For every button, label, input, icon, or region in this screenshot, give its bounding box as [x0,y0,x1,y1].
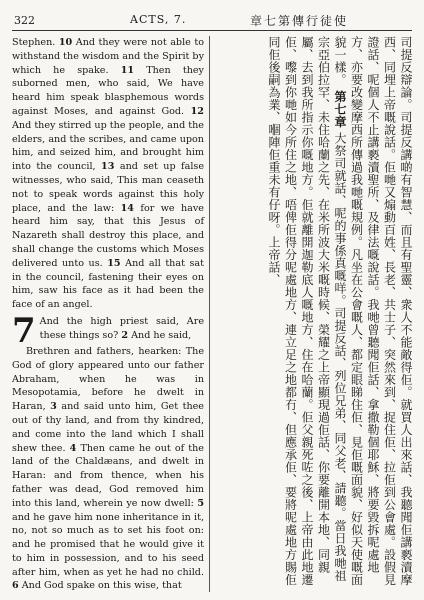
verse-number-4: 4 [69,442,77,454]
verse-text-5: and he gave him none inheritance in it, no, not so much as to set his foot on: and he promised that he would give it to him in possession, and to his seed after him, when as yet he had no child. [12,511,204,578]
verse-text-14: for we have heard him say, that this Jesus of Nazareth shall destroy this place, and shall change the customs which Moses delivered unto us. [12,202,204,269]
chinese-chapter-title: 第七章 [333,90,347,128]
chinese-running-title: 章七第傳行徒使 [250,14,349,28]
verse-text-12: And they stirred up the people, and the elders, and the scribes, and came upon him, and seized him, and brought him into the council, [12,119,204,173]
verse-number-13: 13 [101,161,115,173]
verse-text-10: And they were not able to withstand the wisdom and the Spirit by which he spake. [12,37,204,76]
chapter-number: 7 [12,310,36,351]
verse-text-15: And all that sat in the council, fastening their eyes on him, saw his face as it had been the face of an angel. [12,257,204,311]
verse-number-12: 12 [190,105,204,117]
lead-word: Stephen. [12,37,56,48]
verse-text-2a: And he said, [131,329,192,341]
verse-number-11: 11 [120,64,135,76]
verse-number-10: 10 [58,37,73,48]
verse-text-2b: Brethren and fathers, hearken: The God of glory appeared unto our father Abraham, when he was in Mesopotamia, before he dwelt in Haran, [12,345,204,413]
verse-text-13: and set up false witnesses, who said, This man ceaseth not to speak words against this holy place, and the law: [12,161,204,214]
chinese-paragraph-1: 司提反辯論。司提反講啲有智慧、而且有聖靈、衆人不能敵得佢。就買人出來話、我聽聞佢講褻瀆摩西、同埋上帝嘅說話。佢哋又煽動百姓、長老、共士子、突然來到、捉住佢、拉佢到公會處。設假見證話、呢個人不止講褻瀆聖所、及律法嘅說話。我哋曾聽聞佢話、拿撒勒個耶穌、將要毀拆呢處地方、亦要改變摩西所傳過我哋嘅規例。凡坐在公會嘅人、都定眼睇住佢、見佢嘅面貌、好似天使嘅面貌一樣。 [333,36,413,586]
english-paragraph-1 [12,36,204,312]
verse-text-3: and said unto him, Get thee out of thy land, and from thy kindred, and come into the land which I shall shew thee. [12,401,204,454]
page-number: 322 [14,14,35,27]
verse-text-1: And the high priest said, Are these things so? [39,315,204,341]
english-paragraph-2 [12,310,204,351]
verse-number-3: 3 [50,401,57,413]
verse-number-15: 15 [107,257,121,269]
running-title: ACTS, 7. [130,13,187,26]
chinese-column [214,36,414,592]
verse-text-4: Then came he out of the land of the Chaldæans, and dwelt in Haran: and from thence, when his father was dead, God removed him into this land, wherein ye now dwell: [12,442,204,509]
chinese-paragraph-2: 大祭司就話、呢的事係真嘅咩。司提反話、列位兄弟、同父老、請聽。當日我哋祖宗亞伯拉罕、未住哈蘭之先、在米所波大米嘅時候、榮耀之上帝顯現過佢話、你要離開本地、同親屬、去到我所指示你嘅地方。佢就離開迦勒底人嘅地方、住在哈蘭。佢父親死咗之後、上帝由此地遷佢、嚟到你哋如今所住之地、唔俾佢得分呢處地方、連立足之地都冇、但應承佢、要將呢處地方賜佢同佢後嗣為業、嗰陣佢重未有仔呀。上帝話、 [267,36,347,586]
verse-number-2: 2 [121,329,129,341]
verse-number-5: 5 [197,497,204,509]
verse-text-6: And God spake on this wise, that [21,580,182,592]
english-column [12,36,204,593]
english-paragraph-3 [12,345,204,593]
header-rule [12,30,412,31]
verse-text-11: Then they suborned men, who said, We have heard him speak blasphemous words against Moses, and against God. [12,64,204,117]
column-divider [209,36,210,592]
verse-number-14: 14 [120,202,134,214]
verse-number-6: 6 [12,580,19,592]
